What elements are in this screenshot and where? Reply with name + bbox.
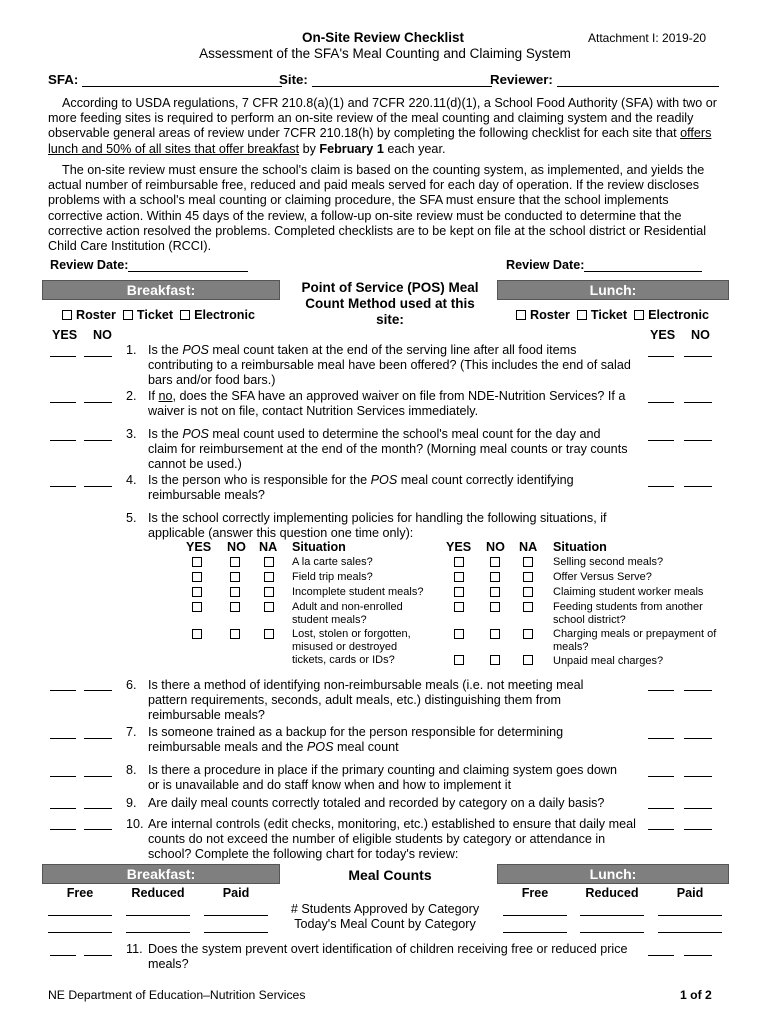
site-label: Site: <box>279 72 308 87</box>
answer-blank[interactable] <box>684 690 712 691</box>
answer-blank[interactable] <box>50 440 76 441</box>
situation-right-yes: YES <box>446 540 472 554</box>
breakfast-reduced-header: Reduced <box>131 886 185 900</box>
checkbox-icon[interactable] <box>523 629 533 639</box>
breakfast-yes-header: YES <box>52 328 78 342</box>
review-date-lunch[interactable]: Review Date: <box>506 258 702 272</box>
situation-item: Unpaid meal charges? <box>553 655 664 667</box>
answer-blank[interactable] <box>684 829 712 830</box>
answer-blank[interactable] <box>50 738 76 739</box>
review-date-lunch-line[interactable] <box>584 259 702 272</box>
checkbox-icon[interactable] <box>192 572 202 582</box>
question-6: 6. Is there a method of identifying non-reimbursable meals (i.e. not meeting meal pattern requirements, seconds, adult meals, etc.) distinguishing them from reimbursable meals? <box>126 678 584 722</box>
checkbox-icon[interactable] <box>523 572 533 582</box>
meal-count-blank[interactable] <box>48 932 112 933</box>
answer-blank[interactable] <box>50 829 76 830</box>
situation-item: Selling second meals? <box>553 556 664 568</box>
checkbox-icon[interactable] <box>523 587 533 597</box>
answer-blank[interactable] <box>684 738 712 739</box>
checkbox-icon[interactable] <box>264 629 274 639</box>
lunch-band: Lunch: <box>497 280 729 300</box>
checkbox-icon[interactable] <box>454 587 464 597</box>
situation-left-no: NO <box>227 540 246 554</box>
answer-blank[interactable] <box>50 486 76 487</box>
situation-item: Adult and non-enrolled student meals? <box>292 601 403 626</box>
question-3: 3. Is the POS meal count used to determine the school's meal count for the day and claim for reimbursement at the end of the month? (Morning meal counts or tray counts cannot be used.) <box>126 427 628 471</box>
question-2: 2. If no, does the SFA have an approved waiver on file from NDE-Nutrition Services? If a waiver is not on file, contact Nutrition Services immediately. <box>126 389 626 418</box>
checkbox-icon[interactable] <box>634 310 644 320</box>
situation-left-header: Situation <box>292 540 346 554</box>
meal-count-blank[interactable] <box>580 932 644 933</box>
meal-count-blank[interactable] <box>580 915 644 916</box>
answer-blank[interactable] <box>648 402 674 403</box>
lunch-electronic-option[interactable]: Electronic <box>634 308 709 322</box>
question-8: 8. Is there a procedure in place if the primary counting and claiming system goes down or is unavailable and do staff know when and how to implement it <box>126 763 618 792</box>
lunch-no-header: NO <box>691 328 710 342</box>
lunch-paid-header: Paid <box>676 886 704 900</box>
situation-left-na: NA <box>259 540 278 554</box>
reviewer-field[interactable] <box>490 72 719 87</box>
page-title: On-Site Review Checklist <box>301 30 465 45</box>
answer-blank[interactable] <box>84 776 112 777</box>
answer-blank[interactable] <box>84 738 112 739</box>
answer-blank[interactable] <box>648 690 674 691</box>
checkbox-icon[interactable] <box>123 310 133 320</box>
answer-blank[interactable] <box>84 486 112 487</box>
breakfast-ticket-option[interactable]: Ticket <box>123 308 173 322</box>
answer-blank[interactable] <box>648 955 674 956</box>
question-1: 1. Is the POS meal count taken at the end of the serving line after all food items contributing to a reimbursable meal have been offered? (This includes the end of salad bars and/or food bars.) <box>126 343 631 387</box>
checkbox-icon[interactable] <box>490 629 500 639</box>
checkbox-icon[interactable] <box>180 310 190 320</box>
intro-paragraph-2: The on-site review must ensure the school's claim is based on the counting system, as implemented, and yields the actual number of reimbursable free, reduced and paid meals served for each day of operation. If the review discloses problems with a school's meal counting or claiming procedure, the SFA must ensure that the school implements corrective action. Within 45 days of the review, a follow-up on-site review must be conducted to determine that the corrective action resolved the problems. Completed checklists are to be kept on file at the school district or Residential Child Care Institution (RCCI). <box>48 163 706 254</box>
lunch-band-2: Lunch: <box>497 864 729 884</box>
answer-blank[interactable] <box>648 486 674 487</box>
checkbox-icon[interactable] <box>454 655 464 665</box>
situation-item: A la carte sales? <box>292 556 373 568</box>
answer-blank[interactable] <box>648 776 674 777</box>
situation-item: Offer Versus Serve? <box>553 571 652 583</box>
answer-blank[interactable] <box>84 955 112 956</box>
footer-organization: NE Department of Education–Nutrition Services <box>48 988 306 1002</box>
question-10: 10. Are internal controls (edit checks, monitoring, etc.) established to ensure that daily meal counts do not exceed the number of eligible students by category or attendance in school? Complete the following chart for today's review: <box>126 817 636 861</box>
checkbox-icon[interactable] <box>454 572 464 582</box>
site-line[interactable] <box>312 74 492 87</box>
students-approved-label: # Students Approved by Category <box>290 902 480 916</box>
answer-blank[interactable] <box>684 440 712 441</box>
answer-blank[interactable] <box>684 486 712 487</box>
todays-meal-count-label: Today's Meal Count by Category <box>294 917 476 931</box>
checkbox-icon[interactable] <box>192 587 202 597</box>
sfa-field[interactable] <box>48 72 282 87</box>
meal-count-blank[interactable] <box>503 915 567 916</box>
checkbox-icon[interactable] <box>230 557 240 567</box>
checkbox-icon[interactable] <box>490 655 500 665</box>
checkbox-icon[interactable] <box>192 629 202 639</box>
situation-item: Lost, stolen or forgotten, misused or destroyed tickets, cards or IDs? <box>292 628 411 666</box>
checkbox-icon[interactable] <box>264 587 274 597</box>
sfa-label: SFA: <box>48 72 79 87</box>
meal-counts-header: Meal Counts <box>348 867 432 883</box>
question-9: 9. Are daily meal counts correctly totaled and recorded by category on a daily basis? <box>126 796 605 810</box>
checkbox-icon[interactable] <box>490 572 500 582</box>
attachment-label: Attachment I: 2019-20 <box>588 31 707 45</box>
meal-count-blank[interactable] <box>204 915 268 916</box>
review-date-breakfast-line[interactable] <box>128 259 248 272</box>
answer-blank[interactable] <box>50 955 76 956</box>
checkbox-icon[interactable] <box>516 310 526 320</box>
situation-item: Charging meals or prepayment of meals? <box>553 628 717 653</box>
answer-blank[interactable] <box>84 808 112 809</box>
checkbox-icon[interactable] <box>523 602 533 612</box>
checkbox-icon[interactable] <box>264 602 274 612</box>
answer-blank[interactable] <box>684 808 712 809</box>
situation-right-header: Situation <box>553 540 607 554</box>
answer-blank[interactable] <box>648 738 674 739</box>
meal-count-blank[interactable] <box>126 915 190 916</box>
checkbox-icon[interactable] <box>192 557 202 567</box>
checkbox-icon[interactable] <box>454 557 464 567</box>
situation-item: Feeding students from another school district? <box>553 601 703 626</box>
situation-item: Field trip meals? <box>292 571 373 583</box>
lunch-reduced-header: Reduced <box>585 886 639 900</box>
question-5: 5. Is the school correctly implementing policies for handling the following situations, if applicable (answer this question one time only): <box>126 511 607 540</box>
meal-count-blank[interactable] <box>658 915 722 916</box>
checkbox-icon[interactable] <box>523 557 533 567</box>
question-4: 4. Is the person who is responsible for the POS meal count correctly identifying reimbursable meals? <box>126 473 574 502</box>
checkbox-icon[interactable] <box>230 587 240 597</box>
answer-blank[interactable] <box>84 402 112 403</box>
breakfast-electronic-option[interactable]: Electronic <box>180 308 255 322</box>
page-subtitle: Assessment of the SFA's Meal Counting and Claiming System <box>199 46 571 61</box>
answer-blank[interactable] <box>84 829 112 830</box>
answer-blank[interactable] <box>84 690 112 691</box>
breakfast-options <box>62 308 255 322</box>
answer-blank[interactable] <box>684 776 712 777</box>
breakfast-paid-header: Paid <box>222 886 250 900</box>
lunch-options <box>516 308 709 322</box>
breakfast-roster-option[interactable]: Roster <box>62 308 116 322</box>
answer-blank[interactable] <box>684 955 712 956</box>
review-date-breakfast[interactable]: Review Date: <box>50 258 248 272</box>
meal-count-blank[interactable] <box>126 932 190 933</box>
situation-item: Claiming student worker meals <box>553 586 704 598</box>
breakfast-band-2: Breakfast: <box>42 864 280 884</box>
answer-blank[interactable] <box>684 356 712 357</box>
answer-blank[interactable] <box>84 440 112 441</box>
lunch-free-header: Free <box>521 886 549 900</box>
reviewer-label: Reviewer: <box>490 72 553 87</box>
answer-blank[interactable] <box>50 808 76 809</box>
checkbox-icon[interactable] <box>523 655 533 665</box>
meal-count-blank[interactable] <box>503 932 567 933</box>
breakfast-free-header: Free <box>66 886 94 900</box>
checkbox-icon[interactable] <box>264 572 274 582</box>
meal-count-blank[interactable] <box>658 932 722 933</box>
answer-blank[interactable] <box>648 356 674 357</box>
lunch-roster-option[interactable]: Roster <box>516 308 570 322</box>
checkbox-icon[interactable] <box>454 629 464 639</box>
checkbox-icon[interactable] <box>490 587 500 597</box>
checkbox-icon[interactable] <box>230 602 240 612</box>
situation-right-no: NO <box>486 540 505 554</box>
sfa-line[interactable] <box>82 74 282 87</box>
answer-blank[interactable] <box>50 776 76 777</box>
answer-blank[interactable] <box>50 690 76 691</box>
question-7: 7. Is someone trained as a backup for the person responsible for determining reimbursable meals and the POS meal count <box>126 725 564 754</box>
situation-item: Incomplete student meals? <box>292 586 424 598</box>
site-field[interactable] <box>279 72 492 87</box>
checkbox-icon[interactable] <box>454 602 464 612</box>
lunch-ticket-option[interactable]: Ticket <box>577 308 627 322</box>
checkbox-icon[interactable] <box>192 602 202 612</box>
pos-method-header: Point of Service (POS) Meal Count Method used at this site: <box>301 280 479 327</box>
breakfast-no-header: NO <box>93 328 112 342</box>
checkbox-icon[interactable] <box>230 572 240 582</box>
answer-blank[interactable] <box>648 829 674 830</box>
answer-blank[interactable] <box>684 402 712 403</box>
answer-blank[interactable] <box>648 808 674 809</box>
checkbox-icon[interactable] <box>230 629 240 639</box>
meal-count-blank[interactable] <box>204 932 268 933</box>
intro-paragraph-1: According to USDA regulations, 7 CFR 210.8(a)(1) and 7CFR 220.11(d)(1), a School Food Authority (SFA) with two or more feeding sites is required to perform an on-site review of the meal counting and claiming system and the readily observable general areas of review under 7CFR 210.18(h) by completing the following checklist for each site that offers lunch and 50% of all sites that offer breakfast by February 1 each year. <box>48 96 717 156</box>
checkbox-icon[interactable] <box>62 310 72 320</box>
reviewer-line[interactable] <box>557 74 719 87</box>
checkbox-icon[interactable] <box>264 557 274 567</box>
meal-count-blank[interactable] <box>48 915 112 916</box>
situation-right-na: NA <box>519 540 538 554</box>
situation-left-yes: YES <box>186 540 212 554</box>
checkbox-icon[interactable] <box>490 557 500 567</box>
answer-blank[interactable] <box>84 356 112 357</box>
checkbox-icon[interactable] <box>490 602 500 612</box>
breakfast-band: Breakfast: <box>42 280 280 300</box>
answer-blank[interactable] <box>648 440 674 441</box>
checkbox-icon[interactable] <box>577 310 587 320</box>
question-11: 11. Does the system prevent overt identification of children receiving free or reduced price meals? <box>126 942 628 971</box>
page-number: 1 of 2 <box>680 988 712 1002</box>
lunch-yes-header: YES <box>650 328 676 342</box>
meal-count-row-labels <box>280 902 490 932</box>
answer-blank[interactable] <box>50 356 76 357</box>
answer-blank[interactable] <box>50 402 76 403</box>
